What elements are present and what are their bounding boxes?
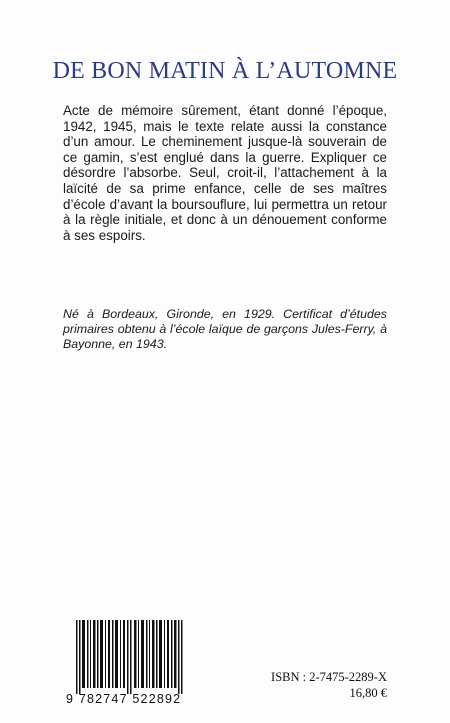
barcode-digits: 9 782747 522892 — [66, 692, 182, 706]
book-title: DE BON MATIN À L’AUTOMNE — [52, 58, 398, 84]
author-bio: Né à Bordeaux, Gironde, en 1929. Certificat d’études primaires obtenu à l’école laïque de garçons Jules-Ferry, à Bayonne, en 1943. — [63, 307, 387, 351]
barcode-bars-icon — [66, 620, 196, 694]
barcode — [66, 620, 196, 708]
isbn-number: ISBN : 2-7475-2289-X — [271, 670, 387, 684]
book-summary: Acte de mémoire sûrement, étant donné l’époque, 1942, 1945, mais le texte relate aussi la constance d’un amour. Le cheminement jusque-là souverain de ce gamin, s’est englué dans la guerre. Expliquer ce désordre l’absorbe. Seul, croit-il, l’attachement à la laïcité de sa prime enfance, celle de ses maîtres d’école d’avant la boursouflure, lui permettra un retour à la règle initiale, et donc à un dénouement conforme à ses espoirs. — [63, 103, 387, 243]
price: 16,80 € — [349, 686, 387, 700]
